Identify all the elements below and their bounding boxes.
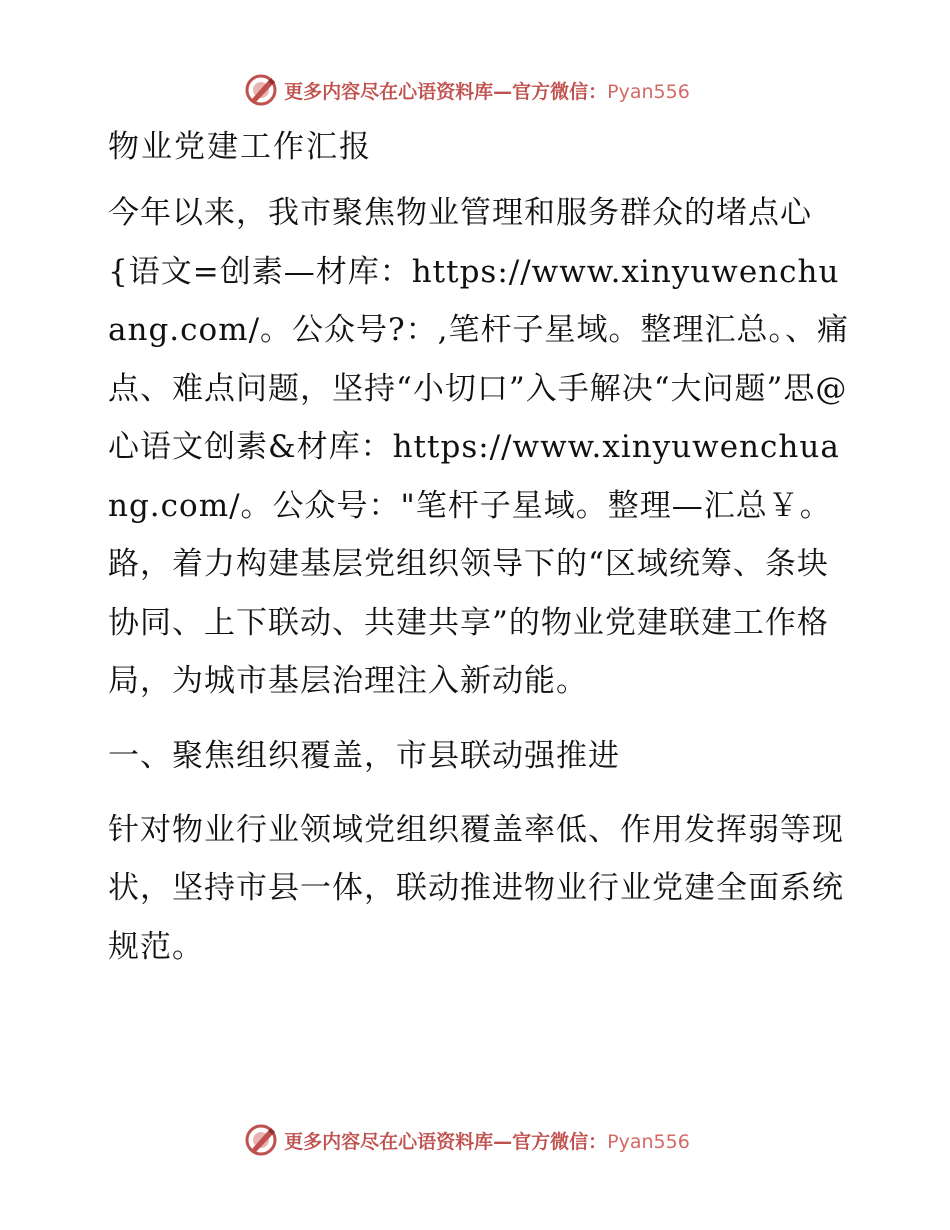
- pen-logo-icon: [244, 1123, 278, 1157]
- footer-banner: [0, 1120, 950, 1160]
- paragraph-section-1: 针对物业行业领域党组织覆盖率低、作用发挥弱等现状，坚持市县一体，联动推进物业行业党建全面系统规范。: [108, 811, 844, 965]
- header-banner-content: [244, 73, 690, 107]
- header-banner-text: [284, 77, 690, 104]
- paragraph-intro: 今年以来，我市聚焦物业管理和服务群众的堵点心{语文=创素—材库：https://www.xinyuwenchuang.com/。公众号?：,笔杆子星域。整理汇总。、痛点、难点问题，坚持“小切口”入手解决“大问题”思@心语文创素&材库：https://www.xinyuwenchuang.com/。公众号："笔杆子星域。整理—汇总￥。路，着力构建基层党组织领导下的“区域统筹、条块协同、上下联动、共建共享”的物业党建联建工作格局，为城市基层治理注入新动能。: [108, 195, 849, 699]
- header-banner: [0, 70, 950, 110]
- header-banner-main: 更多内容尽在心语资料库—官方微信：: [284, 80, 608, 103]
- footer-banner-main: 更多内容尽在心语资料库—官方微信：: [284, 1130, 608, 1153]
- document-body: [98, 118, 858, 976]
- section-heading-1: 一、聚焦组织覆盖，市县联动强推进: [108, 737, 620, 774]
- footer-banner-wechat-id: Pyan556: [607, 1130, 690, 1153]
- document-title: 物业党建工作汇报: [108, 129, 372, 165]
- footer-banner-content: [244, 1123, 690, 1157]
- pen-logo-icon: [244, 73, 278, 107]
- header-banner-wechat-id: Pyan556: [607, 80, 690, 103]
- footer-banner-text: [284, 1127, 690, 1154]
